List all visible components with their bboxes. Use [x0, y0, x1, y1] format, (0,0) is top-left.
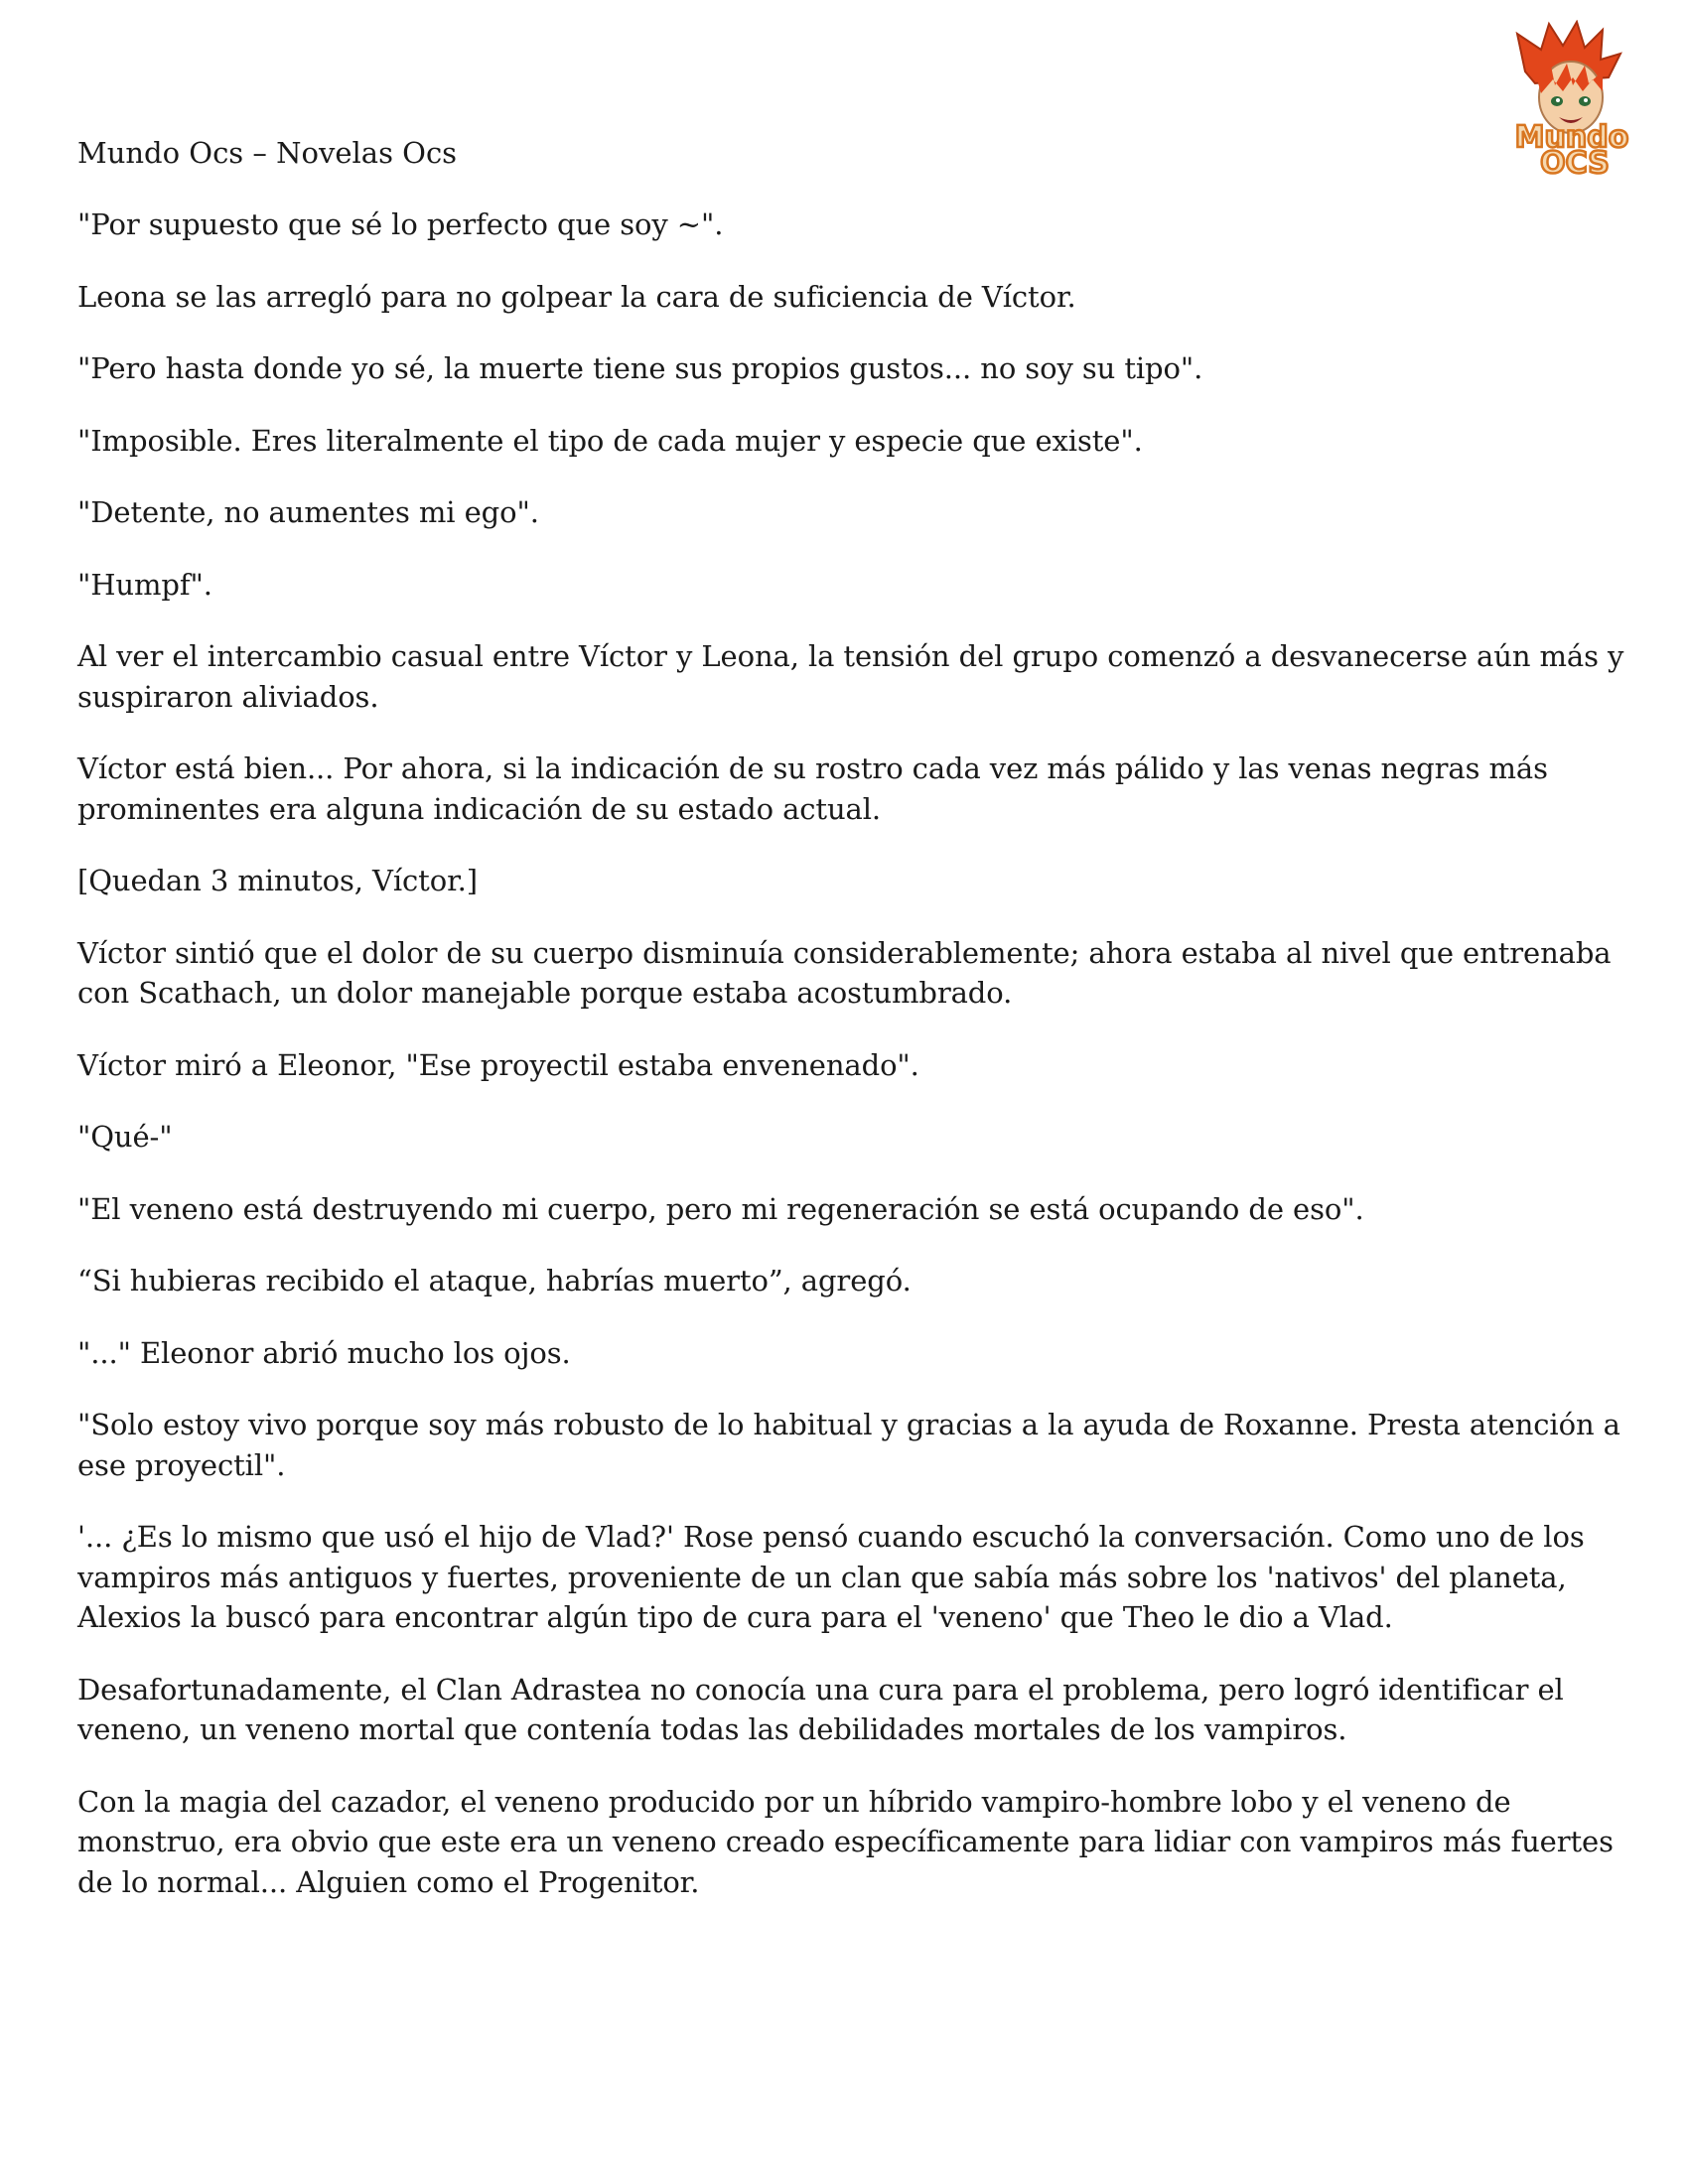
- paragraph: Con la magia del cazador, el veneno producido por un híbrido vampiro-hombre lobo y el veneno de monstruo, era obvio que este era un veneno creado específicamente para lidiar con vampiros más fuertes de lo normal... Alguien como el Progenitor.: [77, 1784, 1614, 1899]
- paragraph: Leona se las arregló para no golpear la cara de suficiencia de Víctor.: [77, 279, 1076, 314]
- logo-text-ocs: OCS: [1540, 146, 1610, 179]
- paragraph: "Solo estoy vivo porque soy más robusto de lo habitual y gracias a la ayuda de Roxanne. Presta atención a ese proyectil".: [77, 1408, 1620, 1482]
- paragraph: "..." Eleonor abrió mucho los ojos.: [77, 1335, 571, 1370]
- paragraph: Víctor miró a Eleonor, "Ese proyectil estaba envenenado".: [77, 1047, 919, 1082]
- document-body: [77, 205, 1626, 1934]
- paragraph: "Por supuesto que sé lo perfecto que soy ~".: [77, 207, 724, 241]
- logo-text-mundo: Mundo: [1514, 120, 1629, 155]
- mundo-ocs-logo: [1497, 20, 1646, 179]
- paragraph: "Humpf".: [77, 567, 212, 602]
- paragraph: Víctor sintió que el dolor de su cuerpo disminuía considerablemente; ahora estaba al nivel que entrenaba con Scathach, un dolor manejable porque estaba acostumbrado.: [77, 935, 1612, 1010]
- paragraph: "Qué-": [77, 1120, 173, 1154]
- paragraph: “Si hubieras recibido el ataque, habrías muerto”, agregó.: [77, 1264, 912, 1297]
- paragraph: '... ¿Es lo mismo que usó el hijo de Vlad?' Rose pensó cuando escuchó la conversación. Como uno de los vampiros más antiguos y fuertes, proveniente de un clan que sabía más sobre los 'nativos' del planeta, Alexios la buscó para encontrar algún tipo de cura para el 'veneno' que Theo le dio a Vlad.: [77, 1520, 1585, 1634]
- paragraph: "Imposible. Eres literalmente el tipo de cada mujer y especie que existe".: [77, 423, 1143, 458]
- paragraph: "Detente, no aumentes mi ego".: [77, 495, 539, 529]
- paragraph: "El veneno está destruyendo mi cuerpo, pero mi regeneración se está ocupando de eso".: [77, 1191, 1364, 1226]
- paragraph: "Pero hasta donde yo sé, la muerte tiene sus propios gustos... no soy su tipo".: [77, 351, 1203, 385]
- paragraph: [Quedan 3 minutos, Víctor.]: [77, 864, 478, 897]
- page-header-title: Mundo Ocs – Novelas Ocs: [77, 136, 458, 170]
- paragraph: Al ver el intercambio casual entre Víctor y Leona, la tensión del grupo comenzó a desvanecerse aún más y suspiraron aliviados.: [77, 639, 1624, 714]
- mundo-ocs-logo-graphic: [1497, 20, 1646, 179]
- paragraph: Víctor está bien... Por ahora, si la indicación de su rostro cada vez más pálido y las venas negras más prominentes era alguna indicación de su estado actual.: [77, 751, 1548, 826]
- paragraph: Desafortunadamente, el Clan Adrastea no conocía una cura para el problema, pero logró identificar el veneno, un veneno mortal que contenía todas las debilidades mortales de los vampiros.: [77, 1672, 1564, 1746]
